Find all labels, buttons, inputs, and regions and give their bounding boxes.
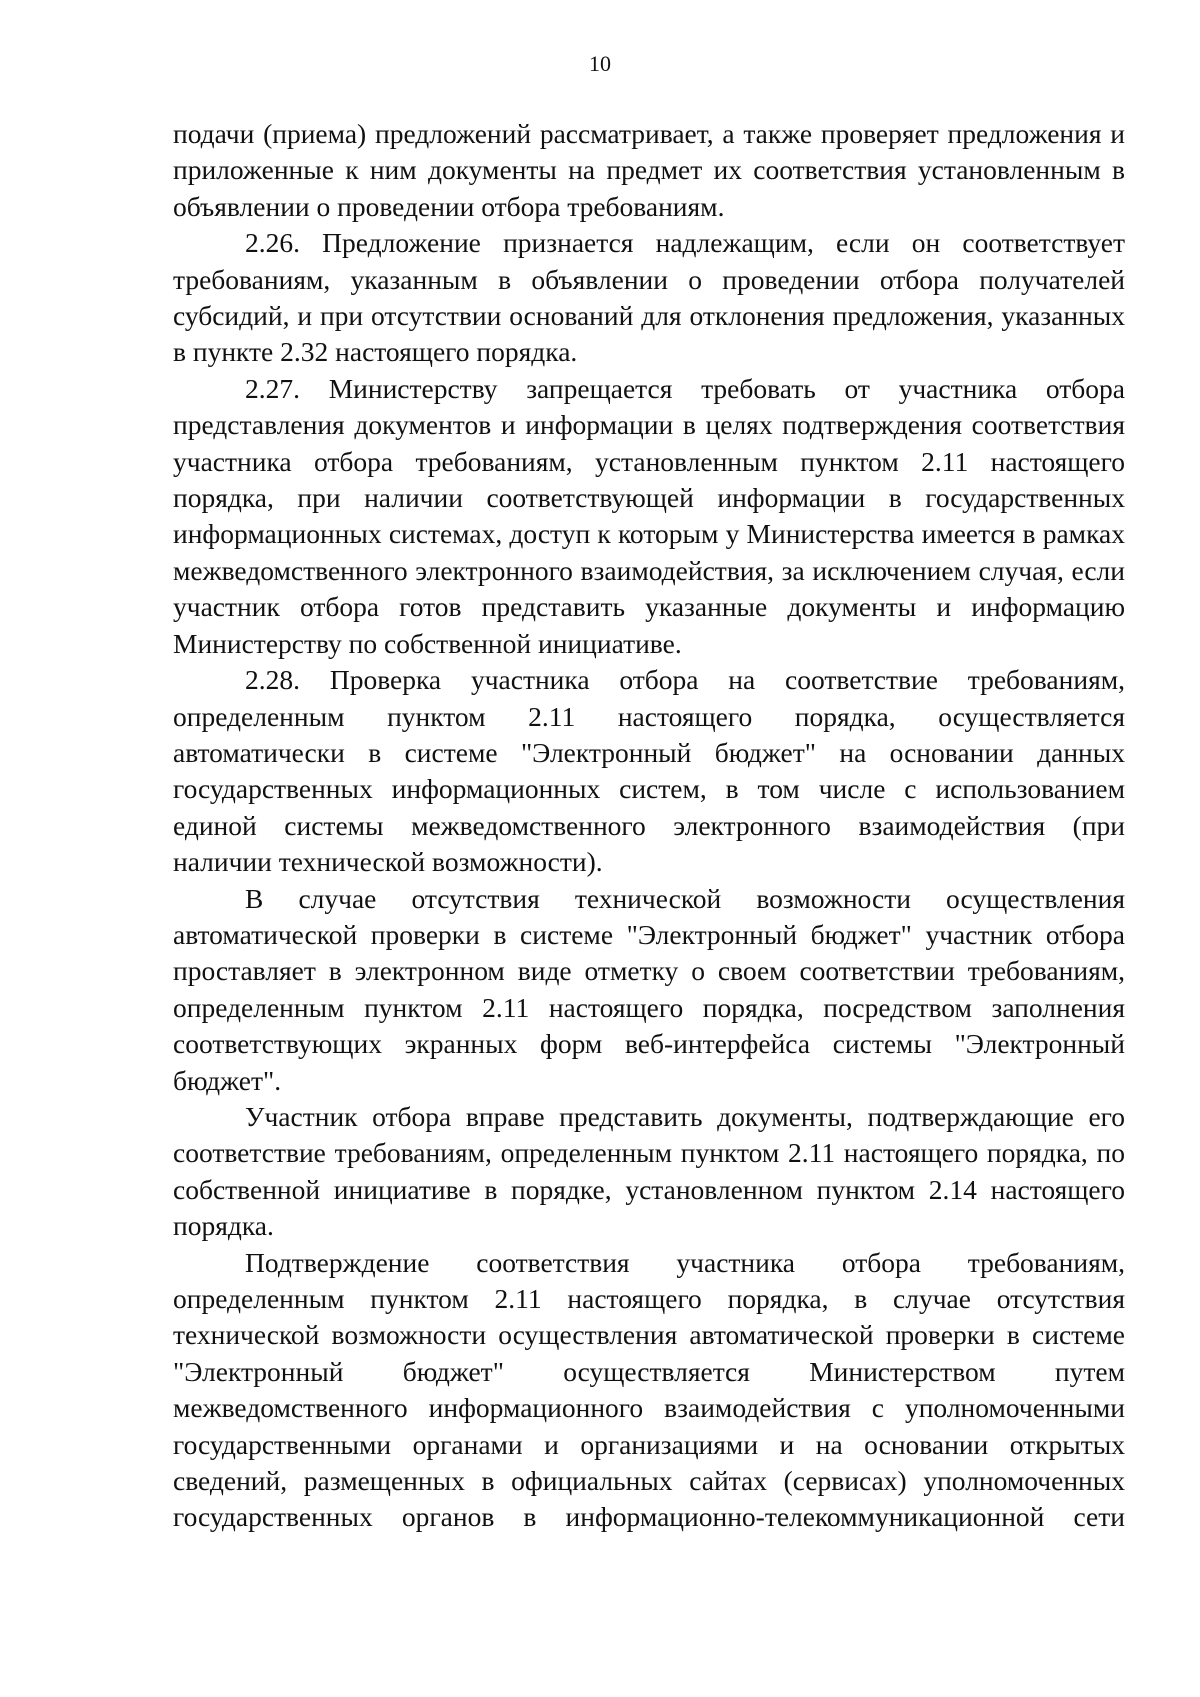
- paragraph-2-26: 2.26. Предложение признается надлежащим, если он соответствует требованиям, указанным в объявлении о проведении отбора получателей субсидий, и при отсутствии оснований для отклонения предложения, указанных в пункте 2.32 настоящего порядка.: [173, 227, 1125, 368]
- document-body: [173, 116, 1125, 1536]
- paragraph-2-27: 2.27. Министерству запрещается требовать от участника отбора представления документов и информации в целях подтверждения соответствия участника отбора требованиям, установленным пунктом 2.11 настоящего порядка, при наличии соответствующей информации в государственных информационных системах, доступ к которым у Министерства имеется в рамках межведомственного электронного взаимодействия, за исключением случая, если участник отбора готов представить указанные документы и информацию Министерству по собственной инициативе.: [173, 372, 1125, 659]
- paragraph-own-initiative: Участник отбора вправе представить документы, подтверждающие его соответствие требованиям, определенным пунктом 2.11 настоящего порядка, по собственной инициативе в порядке, установленном пунктом 2.14 настоящего порядка.: [173, 1100, 1125, 1242]
- paragraph-2-28: 2.28. Проверка участника отбора на соответствие требованиям, определенным пунктом 2.11 настоящего порядка, осуществляется автоматически в системе "Электронный бюджет" на основании данных государственных информационных систем, в том числе с использованием единой системы межведомственного электронного взаимодействия (при наличии технической возможности).: [173, 664, 1125, 878]
- paragraph-continued-from-previous-page: подачи (приема) предложений рассматривает, а также проверяет предложения и приложенные к ним документы на предмет их соответствия установленным в объявлении о проведении отбора требованиям.: [173, 118, 1125, 222]
- page-number: 10: [589, 51, 611, 76]
- paragraph-no-technical-possibility: В случае отсутствия технической возможности осуществления автоматической проверки в системе "Электронный бюджет" участник отбора проставляет в электронном виде отметку о своем соответствии требованиям, определенным пунктом 2.11 настоящего порядка, посредством заполнения соответствующих экранных форм веб-интерфейса системы "Электронный бюджет".: [173, 882, 1125, 1096]
- paragraph-confirmation: Подтверждение соответствия участника отбора требованиям, определенным пунктом 2.11 настоящего порядка, в случае отсутствия технической возможности осуществления автоматической проверки в системе "Электронный бюджет" осуществляется Министерством путем межведомственного информационного взаимодействия с уполномоченными государственными органами и организациями и на основании открытых сведений, размещенных в официальных сайтах (сервисах) уполномоченных государственных органов в информационно-телекоммуникационной сети: [173, 1246, 1125, 1533]
